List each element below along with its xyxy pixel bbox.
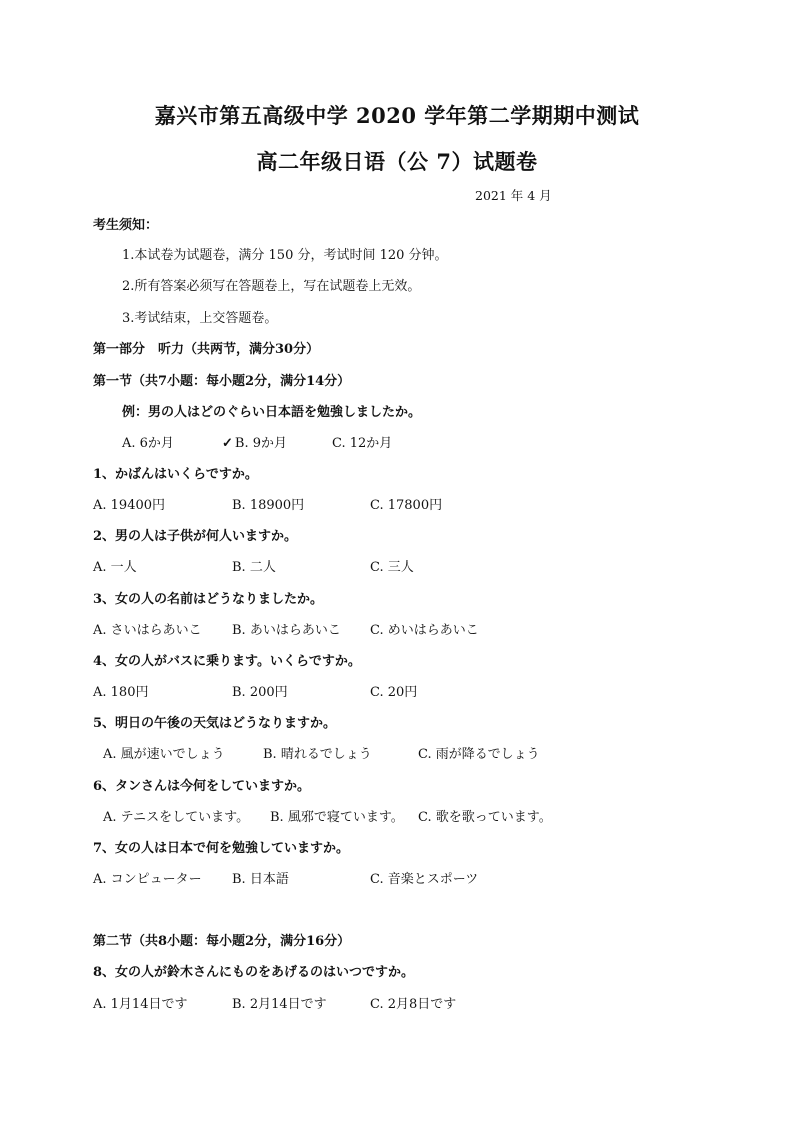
example-option-b bbox=[222, 436, 287, 452]
q8-option-c: C. 2月8日です bbox=[370, 997, 457, 1012]
q1-option-c: C. 17800円 bbox=[370, 498, 443, 513]
q3-option-a: A. さいはらあいこ bbox=[93, 623, 202, 638]
q3-option-c: C. めいはらあいこ bbox=[370, 623, 479, 638]
example-option-a: A. 6か月 bbox=[122, 436, 174, 451]
example-question: 例：男の人はどのぐらい日本語を勉強しましたか。 bbox=[122, 405, 422, 420]
notice-item: 1.本试卷为试题卷，满分 150 分，考试时间 120 分钟。 bbox=[122, 248, 448, 263]
q6-option-a: A. テニスをしています。 bbox=[103, 810, 250, 825]
example-option-b-label: B. 9か月 bbox=[234, 436, 287, 451]
q2-option-b: B. 二人 bbox=[232, 560, 276, 575]
q1-option-b: B. 18900円 bbox=[232, 498, 305, 513]
q2-option-a: A. 一人 bbox=[93, 560, 137, 575]
q7-option-b: B. 日本語 bbox=[232, 872, 289, 887]
notice-item: 3.考试结束，上交答题卷。 bbox=[122, 311, 278, 326]
part1-heading: 第一部分 听力（共两节，满分30分） bbox=[93, 342, 320, 357]
question-8: 8、女の人が鈴木さんにものをあげるのはいつですか。 bbox=[93, 965, 415, 980]
example-option-c: C. 12か月 bbox=[332, 436, 393, 451]
q5-option-a: A. 風が速いでしょう bbox=[103, 747, 225, 762]
exam-title: 嘉兴市第五高级中学 2020 学年第二学期期中测试 bbox=[154, 103, 640, 128]
q2-option-c: C. 三人 bbox=[370, 560, 414, 575]
question-7: 7、女の人は日本で何を勉強していますか。 bbox=[93, 841, 350, 856]
question-3: 3、女の人の名前はどうなりましたか。 bbox=[93, 592, 324, 607]
section2-heading: 第二节（共8小题：每小题2分，满分16分） bbox=[93, 934, 351, 949]
question-1: 1、かばんはいくらですか。 bbox=[93, 467, 258, 482]
question-5: 5、明日の午後の天気はどうなりますか。 bbox=[93, 716, 337, 731]
q8-option-a: A. 1月14日です bbox=[93, 997, 188, 1012]
q6-option-b: B. 風邪で寝ています。 bbox=[270, 810, 404, 825]
notice-item: 2.所有答案必须写在答题卷上，写在试题卷上无效。 bbox=[122, 279, 421, 294]
question-4: 4、女の人がバスに乗ります。いくらですか。 bbox=[93, 654, 361, 669]
exam-subtitle: 高二年级日语（公 7）试题卷 bbox=[256, 149, 538, 174]
q4-option-c: C. 20円 bbox=[370, 685, 418, 700]
check-mark-icon: ✓ bbox=[222, 436, 233, 451]
section1-heading: 第一节（共7小题：每小题2分，满分14分） bbox=[93, 374, 351, 389]
q4-option-b: B. 200円 bbox=[232, 685, 288, 700]
q8-option-b: B. 2月14日です bbox=[232, 997, 327, 1012]
q7-option-c: C. 音楽とスポーツ bbox=[370, 872, 479, 887]
q1-option-a: A. 19400円 bbox=[93, 498, 166, 513]
q5-option-b: B. 晴れるでしょう bbox=[263, 747, 372, 762]
q4-option-a: A. 180円 bbox=[93, 685, 149, 700]
q3-option-b: B. あいはらあいこ bbox=[232, 623, 341, 638]
q7-option-a: A. コンピューター bbox=[93, 872, 202, 887]
notice-heading: 考生须知： bbox=[93, 218, 159, 233]
question-6: 6、タンさんは今何をしていますか。 bbox=[93, 779, 311, 794]
q5-option-c: C. 雨が降るでしょう bbox=[418, 747, 540, 762]
q6-option-c: C. 歌を歌っています。 bbox=[418, 810, 552, 825]
question-2: 2、男の人は子供が何人いますか。 bbox=[93, 529, 298, 544]
exam-date: 2021 年 4 月 bbox=[475, 188, 552, 203]
